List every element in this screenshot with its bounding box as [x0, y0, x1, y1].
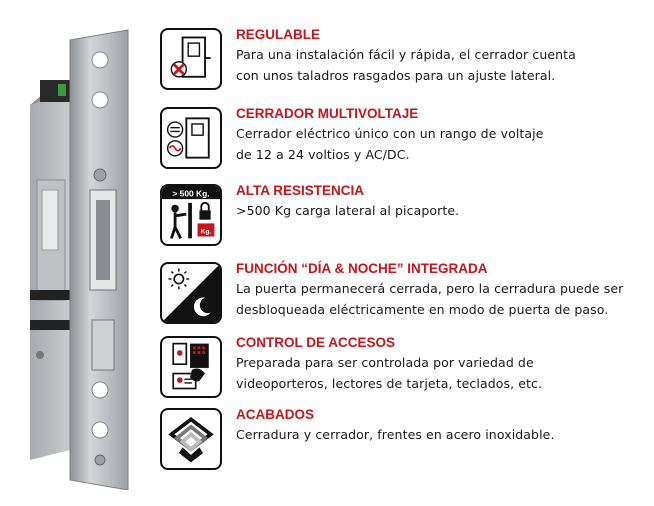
feature-description: Cerradura y cerrador, frentes en acero inoxidable. — [236, 427, 555, 442]
feature-title: ACABADOS — [236, 407, 315, 422]
finishes-icon — [160, 408, 222, 470]
feature-acabados — [160, 408, 650, 470]
feature-title: REGULABLE — [236, 27, 320, 42]
feature-title: ALTA RESISTENCIA — [236, 183, 364, 198]
day-night-icon — [160, 262, 222, 324]
feature-description: Cerrador eléctrico único con un rango de voltaje de 12 a 24 voltios y AC/DC. — [236, 126, 544, 162]
resistance-icon — [160, 184, 222, 246]
feature-regulable — [160, 28, 650, 90]
feature-description: La puerta permanecerá cerrada, pero la cerradura puede ser desbloqueada eléctricamente en modo de puerta de paso. — [236, 281, 624, 317]
feature-description: >500 Kg carga lateral al picaporte. — [236, 203, 460, 218]
multivoltage-icon — [160, 107, 222, 169]
access-control-icon — [160, 336, 222, 398]
feature-multivoltaje — [160, 107, 650, 169]
feature-title: FUNCIÓN “DÍA & NOCHE” INTEGRADA — [236, 261, 488, 276]
feature-title: CONTROL DE ACCESOS — [236, 335, 396, 350]
feature-alta-resistencia — [160, 184, 650, 246]
adjust-door-icon — [160, 28, 222, 90]
feature-description: Preparada para ser controlada por variedad de videoporteros, lectores de tarjeta, teclados, etc. — [236, 355, 543, 391]
kg-badge: Kg. — [200, 228, 212, 236]
feature-control-accesos — [160, 336, 650, 398]
feature-title: CERRADOR MULTIVOLTAJE — [236, 106, 419, 121]
resistance-label: > 500 Kg. — [172, 188, 210, 199]
feature-dia-noche — [160, 262, 650, 324]
feature-description: Para una instalación fácil y rápida, el cerrador cuenta con unos taladros rasgados para un ajuste lateral. — [236, 47, 576, 83]
electric-strike-image — [10, 20, 150, 490]
